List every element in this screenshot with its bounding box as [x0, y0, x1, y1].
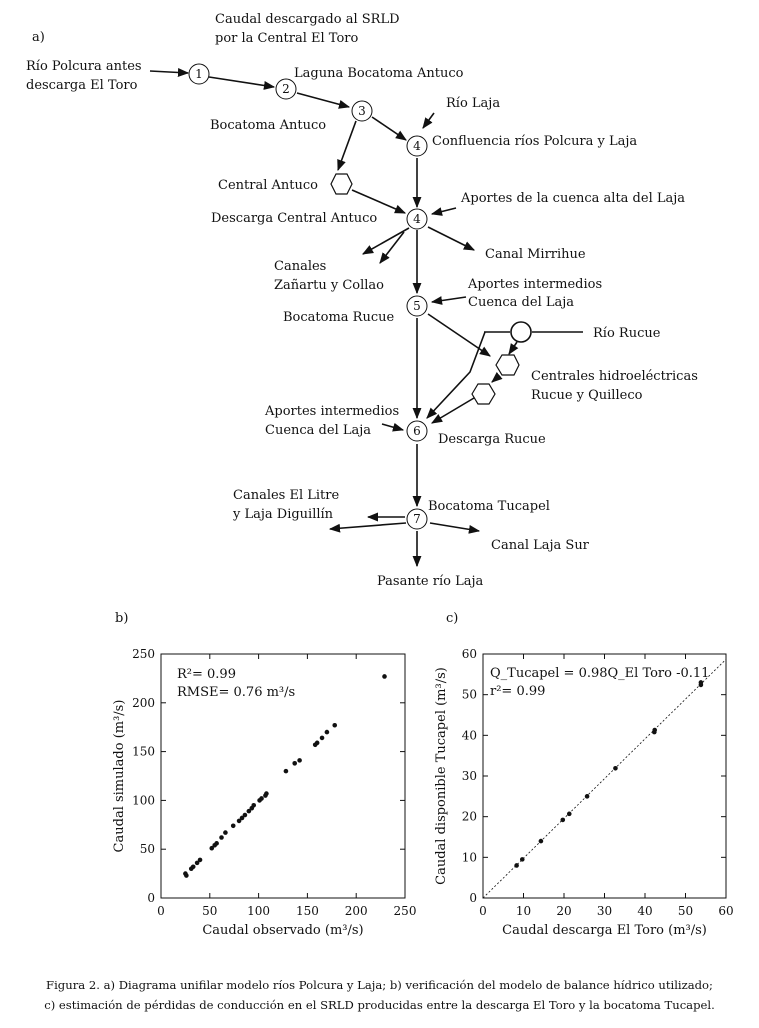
label-canal-laja-sur: Canal Laja Sur — [491, 538, 589, 553]
label-central-antuco: Central Antuco — [218, 178, 318, 193]
data-point — [332, 723, 337, 728]
y-tick-label: 200 — [132, 695, 155, 710]
label-centrales-1: Centrales hidroeléctricas — [531, 369, 698, 384]
x-tick-label: 50 — [677, 904, 694, 918]
data-point — [259, 796, 264, 801]
label-aportes-int-left-1: Aportes intermedios — [265, 404, 400, 419]
label-canales-1: Canales — [274, 259, 327, 274]
label-aportes-alta: Aportes de la cuenca alta del Laja — [461, 191, 686, 206]
x-tick-label: 250 — [393, 904, 417, 918]
data-point — [284, 769, 289, 774]
x-tick-label: 60 — [718, 904, 734, 918]
data-point — [231, 823, 236, 828]
label-confluencia: Confluencia ríos Polcura y Laja — [432, 134, 638, 149]
node-5-label: 5 — [413, 299, 421, 313]
node-4b-label: 4 — [413, 212, 421, 226]
y-tick-label: 0 — [147, 891, 155, 905]
annotation-r2: R²= 0.99 — [177, 667, 236, 682]
x-tick-label: 0 — [479, 904, 487, 918]
data-point — [382, 674, 387, 679]
label-descarga-rucue: Descarga Rucue — [438, 432, 546, 447]
node-1-label: 1 — [195, 67, 203, 81]
central-rucue-hexagon — [496, 355, 519, 375]
panel-label-c: c) — [446, 611, 459, 626]
y-axis-label: Caudal disponible Tucapel (m³/s) — [434, 667, 449, 885]
data-point — [567, 812, 572, 817]
label-canal-mirrihue: Canal Mirrihue — [485, 247, 586, 262]
label-top-title-2: por la Central El Toro — [215, 31, 359, 46]
node-4a-label: 4 — [413, 139, 421, 153]
annotation-r2: r²= 0.99 — [490, 684, 546, 699]
x-tick-label: 200 — [344, 904, 368, 918]
data-point — [520, 857, 525, 862]
node-6-label: 6 — [413, 424, 421, 438]
data-point — [539, 839, 544, 844]
figure-caption — [0, 975, 759, 1015]
annotation-equation: Q_Tucapel = 0.98Q_El Toro -0.11 — [490, 666, 710, 681]
data-point — [184, 873, 189, 878]
chart-b — [112, 647, 416, 938]
label-laguna: Laguna Bocatoma Antuco — [294, 66, 464, 81]
caption-line-1: Figura 2. a) Diagrama unifilar modelo ríos Polcura y Laja; b) verificación del modelo de balance hídrico utilizado; — [46, 978, 713, 992]
data-point — [243, 813, 248, 818]
annotation-rmse: RMSE= 0.76 m³/s — [177, 685, 296, 700]
data-point — [191, 864, 196, 869]
y-tick-label: 60 — [461, 647, 477, 661]
node-2-label: 2 — [282, 82, 290, 96]
data-point — [315, 741, 320, 746]
y-tick-label: 40 — [461, 728, 477, 743]
label-canales-2: Zañartu y Collao — [274, 278, 384, 293]
label-aportes-int-1: Aportes intermedios — [468, 277, 603, 292]
data-point — [325, 730, 330, 735]
data-point — [320, 736, 325, 741]
data-point — [585, 794, 590, 799]
data-point — [297, 758, 302, 763]
label-pasante: Pasante río Laja — [377, 574, 484, 589]
panel-label-b: b) — [115, 611, 129, 626]
label-canales-litre-2: y Laja Diguillín — [233, 507, 334, 522]
label-bocatoma-antuco: Bocatoma Antuco — [210, 118, 327, 133]
panel-label-a: a) — [32, 30, 45, 45]
label-top-title-1: Caudal descargado al SRLD — [215, 12, 400, 27]
y-tick-label: 150 — [132, 744, 155, 759]
chart-c — [434, 647, 734, 938]
node-7-label: 7 — [413, 512, 421, 526]
data-point — [652, 728, 657, 733]
data-point — [214, 841, 219, 846]
x-tick-label: 20 — [556, 904, 572, 918]
label-bocatoma-tucapel: Bocatoma Tucapel — [428, 499, 550, 514]
x-axis-label: Caudal descarga El Toro (m³/s) — [502, 923, 707, 938]
data-point — [560, 818, 565, 823]
label-aportes-int-2: Cuenca del Laja — [468, 295, 575, 310]
x-tick-label: 150 — [295, 904, 319, 918]
x-tick-label: 50 — [202, 904, 218, 918]
label-rio-laja: Río Laja — [446, 96, 501, 111]
data-point — [264, 791, 269, 796]
rio-rucue-node — [511, 322, 531, 342]
data-point — [198, 858, 203, 863]
data-point — [613, 766, 618, 771]
label-centrales-2: Rucue y Quilleco — [531, 388, 643, 403]
x-axis-label: Caudal observado (m³/s) — [202, 923, 364, 938]
label-canales-litre-1: Canales El Litre — [233, 488, 340, 503]
y-axis-label: Caudal simulado (m³/s) — [112, 699, 127, 853]
data-point — [219, 835, 224, 840]
label-rio-polcura-2: descarga El Toro — [26, 78, 138, 93]
data-point — [514, 863, 519, 868]
numbered-nodes — [189, 64, 427, 529]
y-tick-label: 20 — [461, 809, 477, 824]
node-3-label: 3 — [358, 104, 366, 118]
data-point — [251, 803, 256, 808]
x-tick-label: 0 — [157, 904, 165, 918]
x-tick-label: 10 — [515, 904, 532, 918]
y-tick-label: 30 — [461, 769, 477, 783]
data-point — [292, 761, 297, 766]
label-descarga-antuco: Descarga Central Antuco — [211, 211, 378, 226]
label-aportes-int-left-2: Cuenca del Laja — [265, 423, 372, 438]
y-tick-label: 50 — [461, 687, 477, 702]
y-tick-label: 100 — [132, 793, 155, 808]
caption-line-2: c) estimación de pérdidas de conducción en el SRLD producidas entre la descarga El Toro y la bocatoma Tucapel. — [44, 998, 715, 1012]
y-tick-label: 0 — [469, 891, 477, 905]
central-quilleco-hexagon — [472, 384, 495, 404]
y-tick-label: 250 — [132, 647, 155, 661]
y-tick-label: 10 — [461, 850, 477, 865]
x-tick-label: 40 — [637, 904, 653, 918]
y-tick-label: 50 — [139, 842, 155, 857]
label-rio-polcura-1: Río Polcura antes — [26, 59, 142, 74]
label-bocatoma-rucue: Bocatoma Rucue — [283, 310, 395, 325]
central-antuco-hexagon — [331, 174, 352, 194]
x-tick-label: 30 — [596, 904, 613, 918]
x-tick-label: 100 — [247, 904, 271, 918]
label-rio-rucue: Río Rucue — [593, 326, 661, 341]
data-point — [223, 830, 228, 835]
